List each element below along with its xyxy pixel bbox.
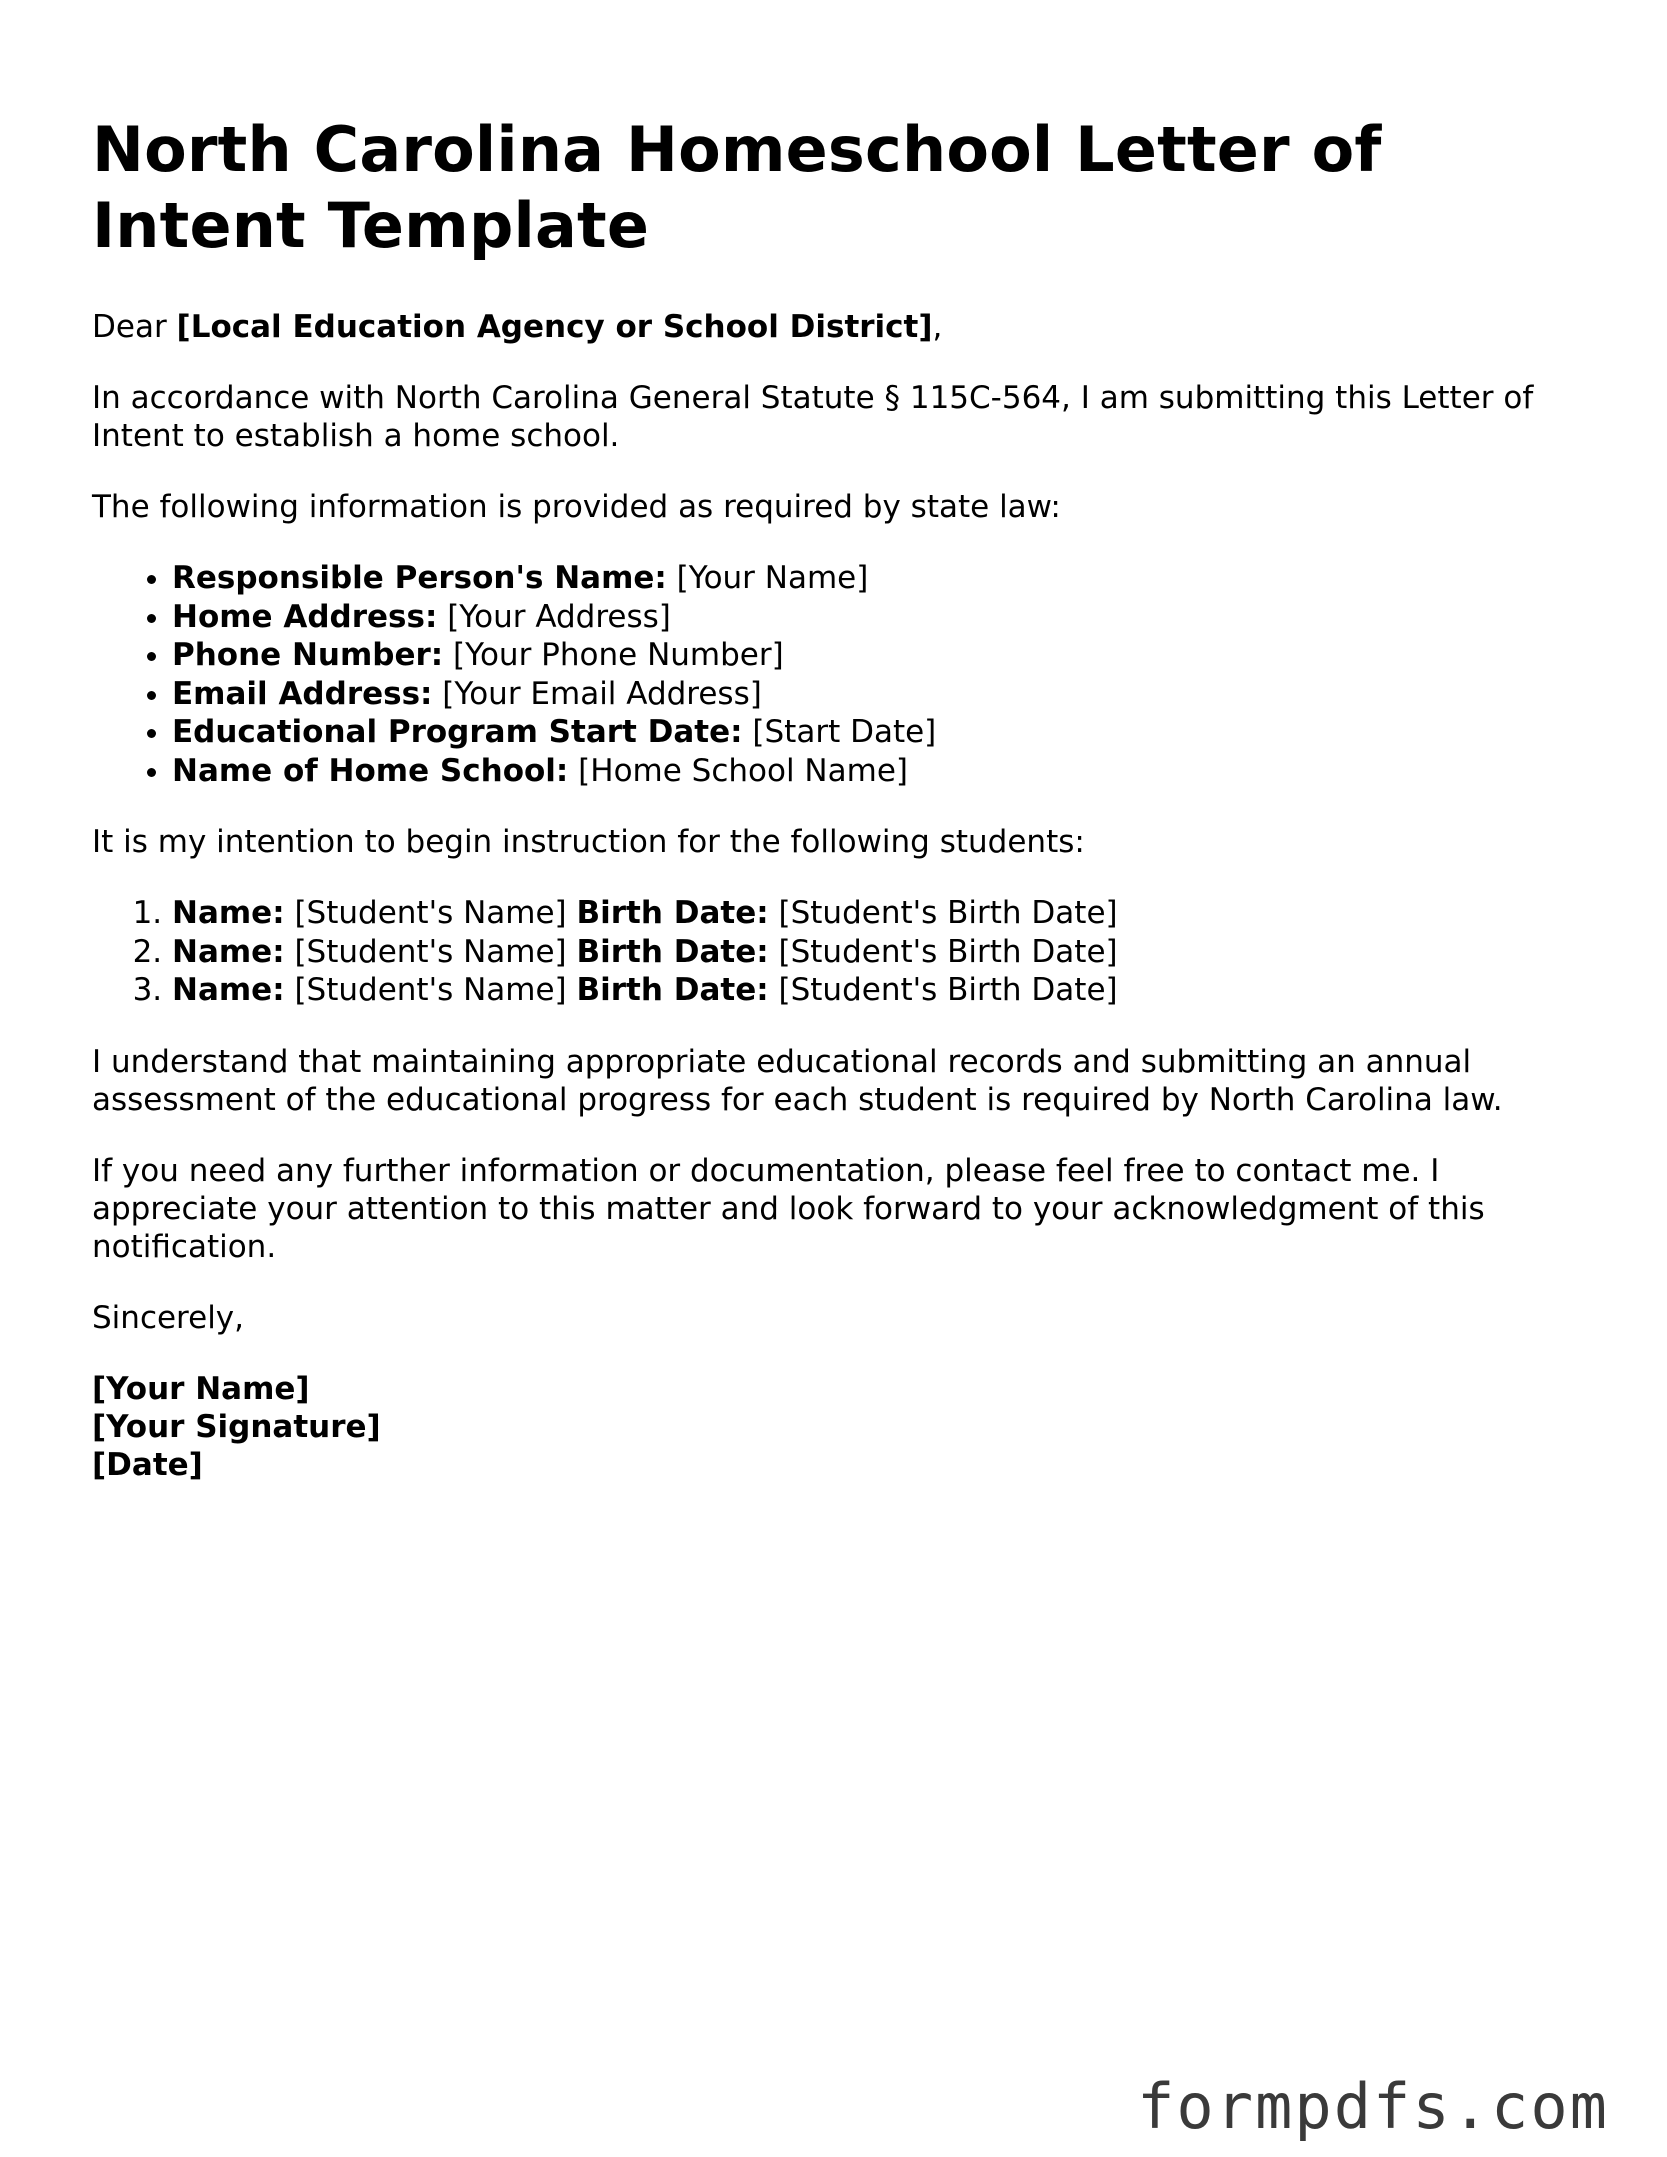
list-item [172,675,1592,714]
info-value: [Home School Name] [568,752,908,789]
info-intro: The following information is provided as required by state law: [92,489,1061,525]
info-label: Home Address: [172,598,438,635]
info-value: [Your Email Address] [432,675,762,712]
salutation-recipient: [Local Education Agency or School District] [176,309,933,345]
students-list [92,894,1592,1010]
info-label: Phone Number: [172,637,444,673]
student-birth-value: [Student's Birth Date] [768,895,1118,931]
contact-paragraph: If you need any further information or documentation, please feel free to contact me. I appreciate your attention to this matter and look forward to your acknowledgment of this notification. [92,1152,1485,1265]
student-name-label: Name: [172,933,285,970]
list-item [172,713,1592,752]
salutation [92,308,1592,346]
info-value: [Your Address] [437,598,671,635]
info-label: Responsible Person's Name: [172,560,667,596]
info-label: Email Address: [172,675,433,712]
list-item [172,598,1592,637]
info-list [92,559,1592,790]
page-title: North Carolina Homeschool Letter of Intent Template [92,113,1382,262]
student-item [172,933,1592,972]
student-name-value: [Student's Name] [284,895,577,931]
student-name-label: Name: [172,972,285,1008]
signature-block [92,1370,1592,1484]
student-birth-value: [Student's Birth Date] [768,933,1118,970]
letter-page [92,112,1592,1484]
student-name-label: Name: [172,895,285,931]
info-value: [Your Name] [666,560,869,596]
salutation-prefix: Dear [92,309,177,345]
records-paragraph: I understand that maintaining appropriate educational records and submitting an annual assessment of the educational progress for each student is required by North Carolina law. [92,1043,1503,1118]
salutation-suffix: , [932,309,943,345]
signature-line: [Your Signature] [92,1408,381,1445]
info-label: Name of Home School: [172,752,569,789]
student-name-value: [Student's Name] [284,933,577,970]
students-intro: It is my intention to begin instruction for the following students: [92,824,1085,860]
student-birth-value: [Student's Birth Date] [768,972,1118,1008]
info-value: [Start Date] [742,714,937,750]
student-birth-label: Birth Date: [576,933,769,970]
signature-name: [Your Name] [92,1370,310,1407]
student-item [172,894,1592,933]
closing: Sincerely, [92,1299,245,1336]
signature-date: [Date] [92,1446,203,1483]
list-item [172,559,1592,598]
watermark: formpdfs.com [1137,2070,1609,2143]
info-label: Educational Program Start Date: [172,714,743,750]
student-item [172,971,1592,1010]
student-birth-label: Birth Date: [576,972,769,1008]
intro-paragraph: In accordance with North Carolina General Statute § 115C-564, I am submitting this Letter of Intent to establish a home school. [92,380,1534,454]
student-birth-label: Birth Date: [576,895,769,931]
info-value: [Your Phone Number] [443,637,784,673]
list-item [172,636,1592,675]
list-item [172,752,1592,791]
student-name-value: [Student's Name] [284,972,577,1008]
